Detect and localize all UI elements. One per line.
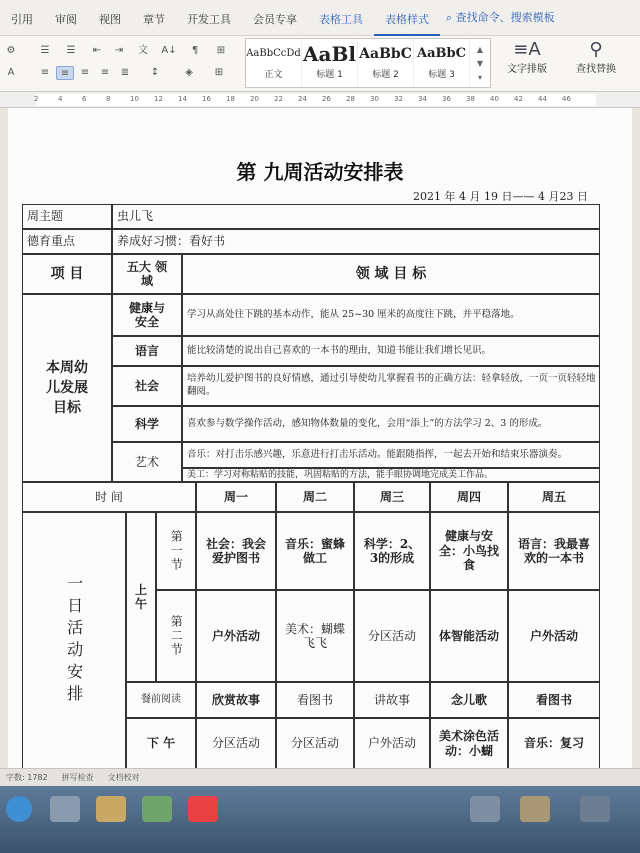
- period1-label: [156, 512, 196, 590]
- period2-tue[interactable]: 美术：蝴蝶飞飞: [276, 590, 354, 682]
- theme-value[interactable]: 虫儿飞: [112, 204, 600, 229]
- ruler-number: 38: [466, 95, 475, 103]
- style-name: 正文: [264, 70, 283, 80]
- command-search[interactable]: [446, 8, 555, 28]
- pre-meal-label: 餐前阅读: [126, 682, 196, 718]
- style-name: 标题 1: [316, 70, 343, 80]
- page-title: 第 九周活动安排表: [236, 160, 404, 184]
- align-center-icon[interactable]: ≡: [56, 66, 74, 80]
- ruler-number: 42: [514, 95, 523, 103]
- text-layout-button[interactable]: [496, 38, 558, 75]
- col-project: 项 目: [22, 254, 112, 294]
- justify-icon[interactable]: ≡: [100, 67, 110, 78]
- ruler-number: 2: [34, 95, 39, 103]
- day-fri: 周五: [508, 482, 600, 512]
- show-marks-icon[interactable]: ¶: [191, 45, 199, 56]
- ruler-number: 20: [250, 95, 259, 103]
- browser-icon[interactable]: [142, 796, 172, 822]
- ruler-number: 16: [202, 95, 211, 103]
- explorer-icon[interactable]: [50, 796, 80, 822]
- style-name: 标题 3: [428, 70, 455, 80]
- period1-thu[interactable]: 健康与安全：小鸟找食: [430, 512, 508, 590]
- chinese-layout-icon[interactable]: 文: [138, 45, 148, 56]
- align-left-icon[interactable]: ≡: [40, 67, 50, 78]
- ruler-number: 26: [322, 95, 331, 103]
- dev-goal-label: 本周幼儿发展目标: [22, 294, 112, 482]
- style-scroll[interactable]: ▲ ▼ ▾: [476, 45, 484, 82]
- afternoon-label: 下 午: [126, 718, 196, 768]
- line-spacing-icon[interactable]: ↕: [150, 67, 160, 78]
- tray-doc-icon[interactable]: [520, 796, 550, 822]
- style-heading-2[interactable]: [358, 39, 414, 87]
- field-science: 科学: [112, 406, 182, 442]
- doc-check[interactable]: 文档校对: [107, 773, 140, 782]
- style-name: 标题 2: [372, 70, 399, 80]
- indent-icon[interactable]: ⇥: [114, 45, 124, 56]
- period1-label-text: 第一节: [169, 530, 184, 572]
- status-bar: [0, 768, 640, 786]
- ribbon: [0, 36, 640, 92]
- command-search-label: 查找命令、搜索模板: [455, 10, 555, 24]
- numbered-list-icon[interactable]: ☰: [66, 45, 76, 56]
- daily-label: [22, 512, 126, 768]
- field-language: 语言: [112, 336, 182, 366]
- day-mon: 周一: [196, 482, 276, 512]
- ruler-number: 6: [82, 95, 87, 103]
- tab-table-style[interactable]: 表格样式: [374, 0, 440, 36]
- daily-label-text: 一日活动安排: [64, 574, 84, 707]
- ruler-number: 28: [346, 95, 355, 103]
- time-label: 时 间: [22, 482, 196, 512]
- text-layout-icon: ≡A: [513, 39, 541, 60]
- spell-check[interactable]: 拼写检查: [61, 773, 94, 782]
- col-five-fields: 五大 领域: [112, 254, 182, 294]
- tray-monitor-icon[interactable]: [580, 796, 610, 822]
- morning-label: 上午: [126, 512, 156, 682]
- start-button-icon[interactable]: [6, 796, 32, 822]
- ruler-number: 36: [442, 95, 451, 103]
- period2-mon[interactable]: 户外活动: [196, 590, 276, 682]
- ruler-number: 8: [106, 95, 111, 103]
- style-heading-1[interactable]: [302, 39, 358, 87]
- ruler-number: 40: [490, 95, 499, 103]
- bullet-list-icon[interactable]: ☰: [40, 45, 50, 56]
- afternoon-mon[interactable]: 分区活动: [196, 718, 276, 768]
- day-tue: 周二: [276, 482, 354, 512]
- pre-meal-mon[interactable]: 欣赏故事: [196, 682, 276, 718]
- document-page[interactable]: [8, 108, 632, 768]
- ruler-number: 44: [538, 95, 547, 103]
- shading-icon[interactable]: ◈: [185, 67, 193, 78]
- ruler-number: 30: [370, 95, 379, 103]
- pre-meal-tue[interactable]: 看图书: [276, 682, 354, 718]
- field-health: 健康与安全: [112, 294, 182, 336]
- style-sample: AaBbCcDd: [246, 48, 301, 59]
- ruler-number: 14: [178, 95, 187, 103]
- search-icon: ⌕: [446, 10, 453, 24]
- goal-science[interactable]: 喜欢参与数学操作活动，感知物体数量的变化，会用“添上”的方法学习 2、3 的形成。: [182, 406, 600, 442]
- tab-review[interactable]: 审阅: [55, 12, 77, 26]
- period1-fri[interactable]: 语言：我最喜欢的一本书: [508, 512, 600, 590]
- theme-label: 周主题: [22, 204, 112, 229]
- find-replace-button[interactable]: [566, 38, 626, 75]
- goal-language[interactable]: 能比较清楚的说出自己喜欢的一本书的理由，知道书能让我们增长见识。: [182, 336, 600, 366]
- tab-table-tools[interactable]: 表格工具: [319, 12, 363, 26]
- tab-chapter[interactable]: 章节: [143, 12, 165, 26]
- schedule-table: [22, 204, 600, 768]
- col-goals: 领 域 目 标: [182, 254, 600, 294]
- tab-member[interactable]: 会员专享: [253, 12, 297, 26]
- moral-label: 德育重点: [22, 229, 112, 254]
- ruler-number: 34: [418, 95, 427, 103]
- field-social: 社会: [112, 366, 182, 406]
- afternoon-tue[interactable]: 分区活动: [276, 718, 354, 768]
- magnifier-icon: ⚲: [589, 39, 603, 60]
- goal-art-crafts[interactable]: 美工：学习对称粘贴的技能，巩固粘贴的方法，能手眼协调地完成美工作品。: [182, 468, 600, 482]
- ruler-number: 32: [394, 95, 403, 103]
- ruler-number: 46: [562, 95, 571, 103]
- date-range: 2021 年 4 月 19 日—— 4 月23 日: [413, 190, 588, 203]
- period2-thu[interactable]: 体智能活动: [430, 590, 508, 682]
- align-right-icon[interactable]: ≡: [80, 67, 90, 78]
- pre-meal-wed[interactable]: 讲故事: [354, 682, 430, 718]
- ruler-track: [36, 94, 596, 106]
- goal-health[interactable]: 学习从高处往下跳的基本动作，能从 25~30 厘米的高度往下跳，并平稳落地。: [182, 294, 600, 336]
- period2-fri[interactable]: 户外活动: [508, 590, 600, 682]
- ruler-number: 24: [298, 95, 307, 103]
- taskbar: [0, 786, 640, 853]
- ribbon-tab-bar: [0, 0, 640, 36]
- day-thu: 周四: [430, 482, 508, 512]
- style-sample: AaBl: [303, 42, 356, 66]
- period2-wed[interactable]: 分区活动: [354, 590, 430, 682]
- ruler-number: 12: [154, 95, 163, 103]
- horizontal-ruler[interactable]: [0, 92, 640, 108]
- find-replace-label: 查找替换: [576, 64, 616, 75]
- period1-wed[interactable]: 科学：2、3的形成: [354, 512, 430, 590]
- period1-mon[interactable]: 社会：我会爱护图书: [196, 512, 276, 590]
- word-count[interactable]: 字数: 1782: [6, 773, 48, 782]
- style-sample: AaBbC: [417, 46, 466, 61]
- ruler-number: 10: [130, 95, 139, 103]
- goal-social[interactable]: 培养幼儿爱护图书的良好情感，通过引导使幼儿掌握看书的正确方法：轻拿轻放，一页一页轻轻地翻阅。: [182, 366, 600, 406]
- day-wed: 周三: [354, 482, 430, 512]
- ruler-number: 22: [274, 95, 283, 103]
- wps-icon[interactable]: [188, 796, 218, 822]
- style-gallery: [245, 38, 491, 88]
- text-layout-label: 文字排版: [507, 64, 547, 75]
- ruler-number: 4: [58, 95, 63, 103]
- afternoon-wed[interactable]: 户外活动: [354, 718, 430, 768]
- tab-developer[interactable]: 开发工具: [187, 12, 231, 26]
- period2-label: [156, 590, 196, 682]
- highlight-icon[interactable]: A: [7, 67, 15, 78]
- distributed-icon[interactable]: ≣: [120, 67, 130, 78]
- period2-label-text: 第二节: [169, 615, 184, 657]
- moral-value[interactable]: 养成好习惯：看好书: [112, 229, 600, 254]
- afternoon-thu[interactable]: 美术涂色活动：小蝴: [430, 718, 508, 768]
- ruler-number: 18: [226, 95, 235, 103]
- sort-icon[interactable]: A↓: [161, 45, 177, 56]
- goal-art-music[interactable]: 音乐：对打击乐感兴趣，乐意进行打击乐活动。能跟随指挥，一起去开始和结束乐器演奏。: [182, 442, 600, 468]
- style-normal[interactable]: [246, 39, 302, 87]
- period1-tue[interactable]: 音乐：蜜蜂做工: [276, 512, 354, 590]
- style-sample: AaBbC: [359, 46, 412, 62]
- paragraph-settings-icon[interactable]: ⊞: [216, 45, 226, 56]
- pre-meal-thu[interactable]: 念儿歌: [430, 682, 508, 718]
- tab-reference[interactable]: 引用: [11, 12, 33, 26]
- borders-icon[interactable]: ⊞: [214, 67, 224, 78]
- pre-meal-fri[interactable]: 看图书: [508, 682, 600, 718]
- font-settings-icon[interactable]: ⚙: [6, 45, 16, 56]
- afternoon-fri[interactable]: 音乐：复习: [508, 718, 600, 768]
- folder-icon[interactable]: [96, 796, 126, 822]
- style-heading-3[interactable]: [414, 39, 470, 87]
- outdent-icon[interactable]: ⇤: [92, 45, 102, 56]
- tab-view[interactable]: 视图: [99, 12, 121, 26]
- field-art: 艺术: [112, 442, 182, 482]
- tray-app-icon[interactable]: [470, 796, 500, 822]
